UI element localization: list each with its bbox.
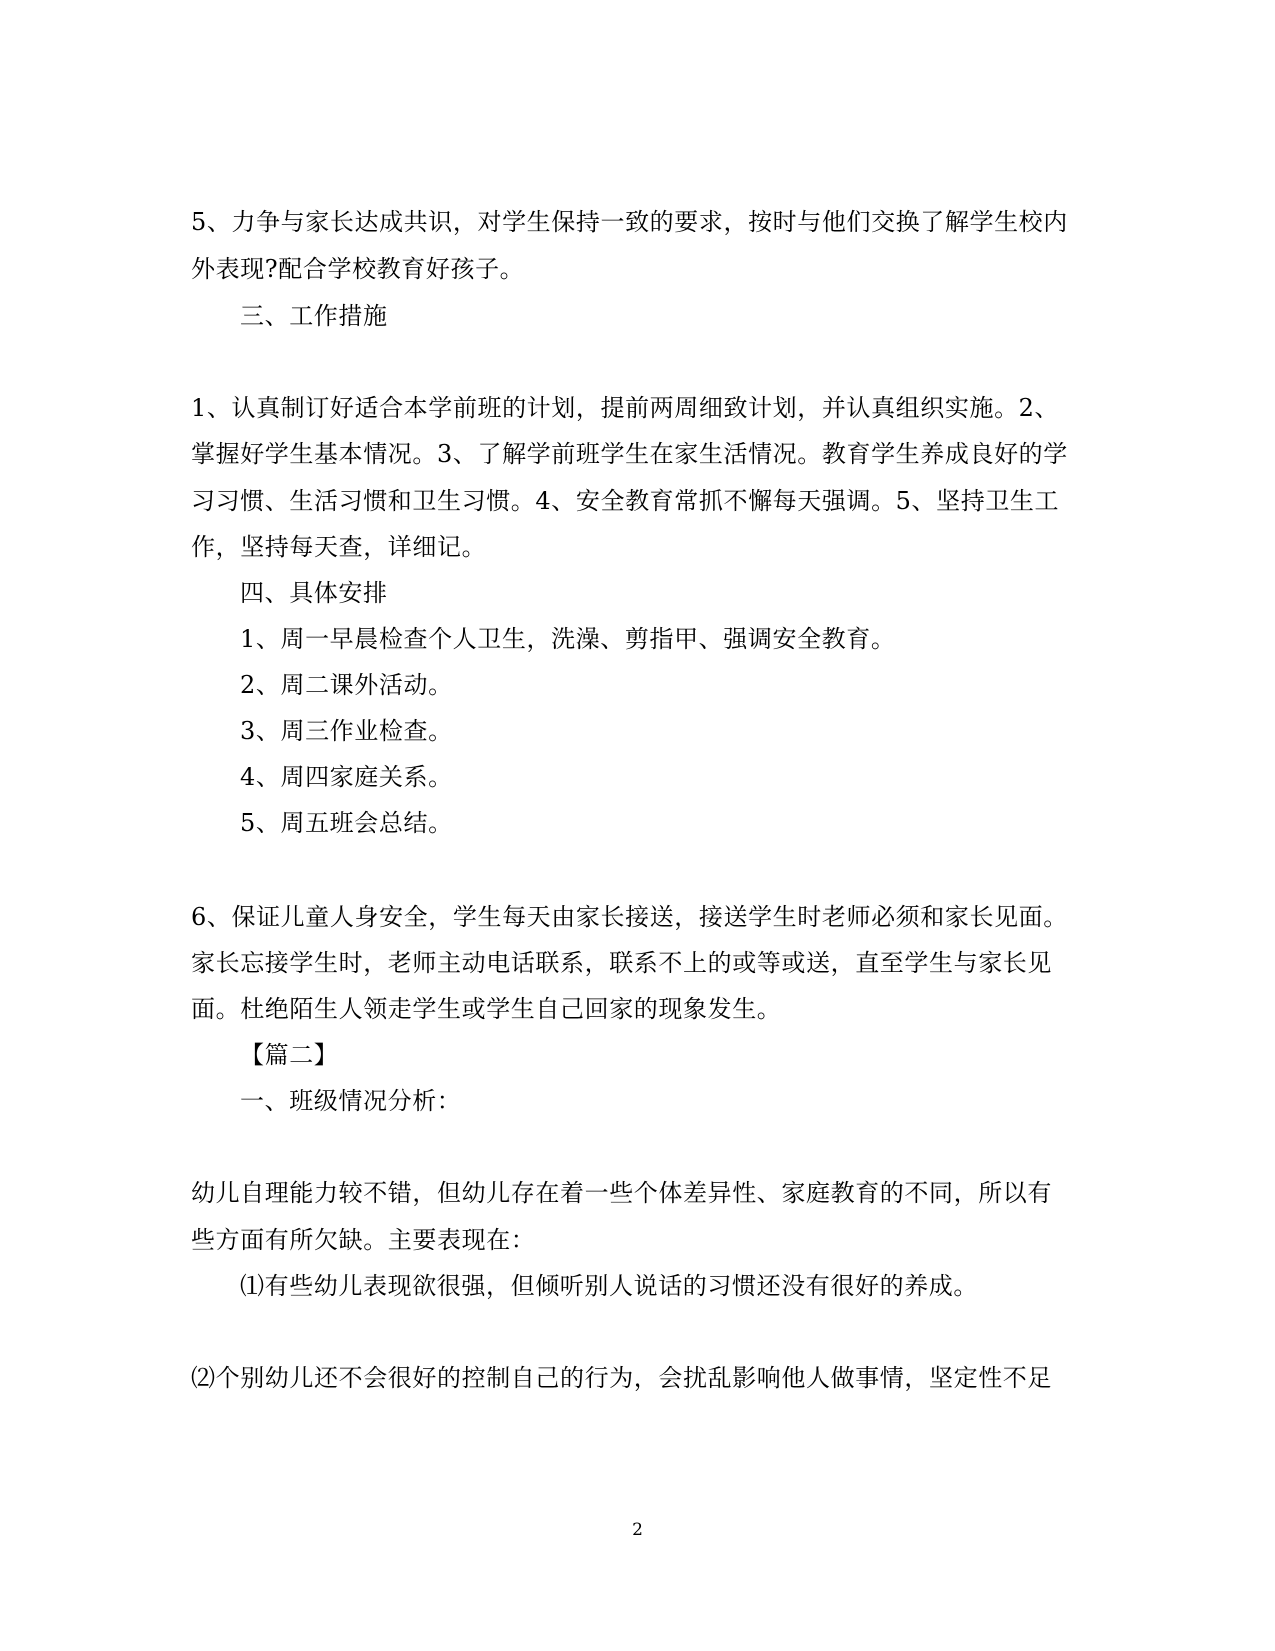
section-heading: 三、工作措施 (240, 302, 388, 330)
list-item: 3、周三作业检查。 (240, 717, 453, 745)
paragraph-line: 习习惯、生活习惯和卫生习惯。4、安全教育常抓不懈每天强调。5、坚持卫生工 (191, 487, 1060, 515)
paragraph-line: 6、保证儿童人身安全，学生每天由家长接送，接送学生时老师必须和家长见面。 (191, 903, 1068, 931)
paragraph-line: 外表现?配合学校教育好孩子。 (191, 255, 525, 283)
paragraph-line: 些方面有所欠缺。主要表现在： (191, 1226, 536, 1254)
paragraph-line: 5、力争与家长达成共识，对学生保持一致的要求，按时与他们交换了解学生校内 (191, 208, 1068, 236)
page-number: 2 (632, 1520, 643, 1540)
paragraph-line: 作，坚持每天查，详细记。 (191, 533, 487, 561)
paragraph-line: 面。杜绝陌生人领走学生或学生自己回家的现象发生。 (191, 995, 782, 1023)
list-item: 4、周四家庭关系。 (240, 763, 453, 791)
paragraph-line: ⑵个别幼儿还不会很好的控制自己的行为，会扰乱影响他人做事情，坚定性不足 (191, 1364, 1052, 1392)
list-item: 5、周五班会总结。 (240, 809, 453, 837)
paragraph-line: 家长忘接学生时，老师主动电话联系，联系不上的或等或送，直至学生与家长见 (191, 949, 1052, 977)
section-heading: 【篇二】 (240, 1041, 339, 1069)
section-heading: 一、班级情况分析： (240, 1087, 462, 1115)
list-item: ⑴有些幼儿表现欲很强，但倾听别人说话的习惯还没有很好的养成。 (240, 1272, 978, 1300)
list-item: 2、周二课外活动。 (240, 671, 453, 699)
paragraph-line: 幼儿自理能力较不错，但幼儿存在着一些个体差异性、家庭教育的不同，所以有 (191, 1179, 1052, 1207)
section-heading: 四、具体安排 (240, 579, 388, 607)
paragraph-line: 掌握好学生基本情况。3、了解学前班学生在家生活情况。教育学生养成良好的学 (191, 440, 1068, 468)
paragraph-line: 1、认真制订好适合本学前班的计划，提前两周细致计划，并认真组织实施。2、 (191, 394, 1060, 422)
list-item: 1、周一早晨检查个人卫生，洗澡、剪指甲、强调安全教育。 (240, 625, 896, 653)
